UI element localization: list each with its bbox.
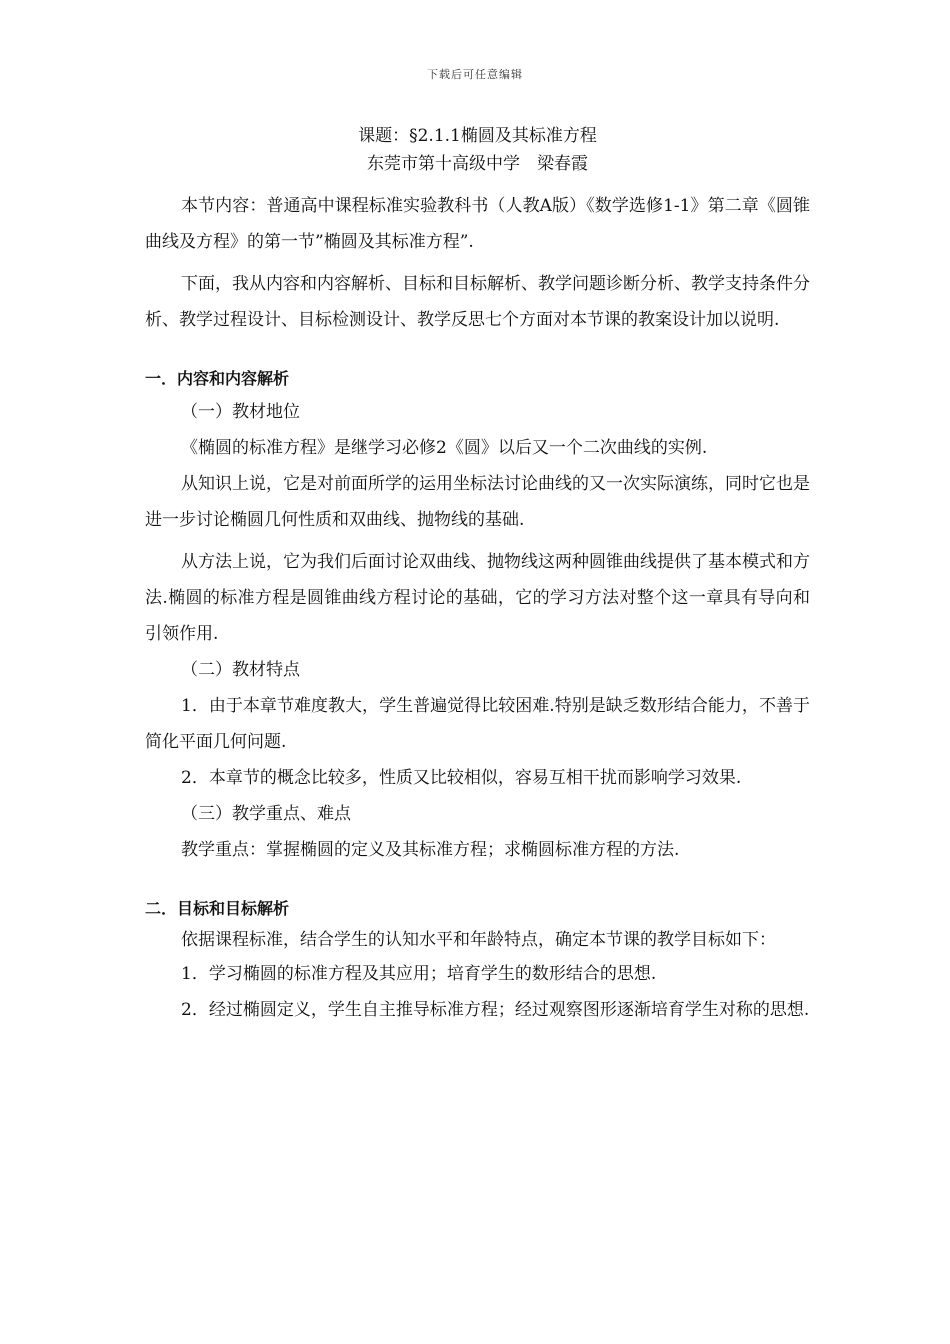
section-1-paragraph-2: 从知识上说，它是对前面所学的运用坐标法讨论曲线的又一次实际演练，同时它也是进一步讨论椭圆几何性质和双曲线、抛物线的基础. xyxy=(145,474,810,530)
intro-paragraph-1: 本节内容：普通高中课程标准实验教科书（人教A版）《数学选修1-1》第二章《圆锥曲线及方程》的第一节”椭圆及其标准方程”. xyxy=(145,196,810,252)
section-1-subheading-3: （三）教学重点、难点 xyxy=(181,804,351,824)
section-2-paragraph-2: 1．学习椭圆的标准方程及其应用；培育学生的数形结合的思想. xyxy=(181,964,657,984)
document-title: 课题：§2.1.1椭圆及其标准方程 xyxy=(358,126,597,146)
section-2-paragraph-3: 2．经过椭圆定义，学生自主推导标准方程；经过观察图形逐渐培育学生对称的思想. xyxy=(181,1000,810,1020)
section-1-paragraph-4: 1．由于本章节难度教大，学生普遍觉得比较困难.特别是缺乏数形结合能力，不善于简化平面几何问题. xyxy=(145,696,810,752)
section-1-subheading-1: （一）教材地位 xyxy=(181,402,300,422)
section-1-paragraph-1: 《椭圆的标准方程》是继学习必修2《圆》以后又一个二次曲线的实例. xyxy=(181,438,708,458)
section-1-heading: 一．内容和内容解析 xyxy=(145,369,290,388)
section-1-paragraph-3: 从方法上说，它为我们后面讨论双曲线、抛物线这两种圆锥曲线提供了基本模式和方法.椭圆的标准方程是圆锥曲线方程讨论的基础，它的学习方法对整个这一章具有导向和引领作用. xyxy=(145,552,810,644)
section-2-heading: 二．目标和目标解析 xyxy=(145,899,290,918)
section-1-subheading-2: （二）教材特点 xyxy=(181,660,300,680)
document-author: 东莞市第十高级中学 梁春霞 xyxy=(367,154,588,174)
section-1-paragraph-6: 教学重点：掌握椭圆的定义及其标准方程；求椭圆标准方程的方法. xyxy=(181,840,680,860)
section-1-paragraph-5: 2．本章节的概念比较多，性质又比较相似，容易互相干扰而影响学习效果. xyxy=(181,768,742,788)
header-note: 下载后可任意编辑 xyxy=(427,68,523,81)
intro-paragraph-2: 下面，我从内容和内容解析、目标和目标解析、教学问题诊断分析、教学支持条件分析、教学过程设计、目标检测设计、教学反思七个方面对本节课的教案设计加以说明. xyxy=(145,274,810,330)
section-2-paragraph-1: 依据课程标准，结合学生的认知水平和年龄特点，确定本节课的教学目标如下： xyxy=(181,930,776,950)
document-body xyxy=(145,122,810,1028)
